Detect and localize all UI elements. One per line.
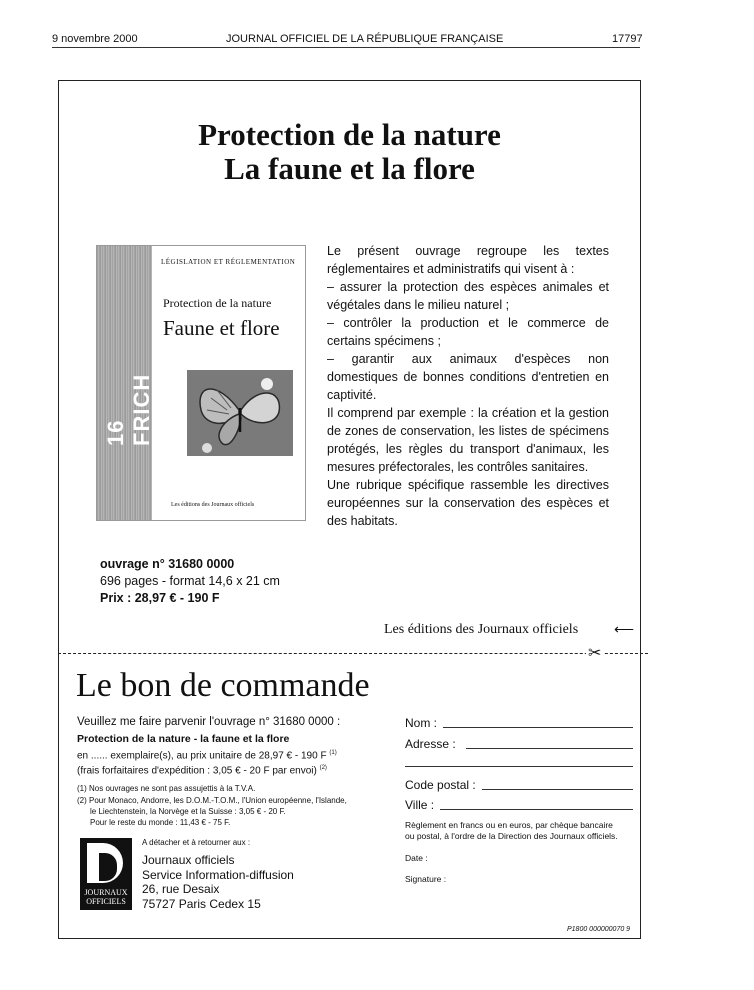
address-line: 75727 Paris Cedex 15 [142,896,261,911]
description-item: – assurer la protection des espèces animales et végétales dans le milieu naturel ; [327,280,609,312]
publisher-signature: Les éditions des Journaux officiels [384,622,579,637]
cover-title-small: Protection de la nature [163,296,272,310]
description-item: – garantir aux animaux d'espèces non domestiques de bonnes conditions d'entretien en captivité. [327,352,609,402]
journaux-officiels-logo [80,838,132,910]
spine-text: 16 FRICH [103,373,154,446]
code-postal-label: Code postal : [405,778,476,792]
order-quantity-text: en ...... exemplaire(s), au prix unitaire de 28,97 € - 190 F [77,750,327,762]
ville-label: Ville : [405,798,435,812]
header-page-number: 17797 [612,33,643,45]
address-line: Journaux officiels [142,853,235,867]
payment-line: ou postal, à l'ordre de la Direction des Journaux officiels. [405,831,618,841]
nom-label: Nom : [405,716,438,730]
adresse-field-line2[interactable] [405,766,633,767]
order-quantity-note: (1) [329,750,337,756]
footnote-shipping-world: Pour le reste du monde : 11,43 € - 75 F. [90,818,231,827]
butterfly-image [187,370,293,456]
order-shipping-line [77,765,327,776]
logo-mark [87,843,123,883]
ville-field[interactable] [440,809,633,810]
description-european: Une rubrique spécifique rassemble les directives européennes sur la conservation des espèces et des habitats. [327,478,609,528]
date-label: Date : [405,853,428,863]
cover-publisher: Les éditions des Journaux officiels [171,502,255,508]
nom-field[interactable] [443,727,633,728]
description-item: – contrôler la production et le commerce de certains spécimens ; [327,316,609,348]
header-date: 9 novembre 2000 [52,33,138,45]
signature-label: Signature : [405,874,447,884]
header-journal-title: JOURNAL OFFICIEL DE LA RÉPUBLIQUE FRANÇAISE [226,33,504,45]
book-format: 696 pages - format 14,6 x 21 cm [100,574,280,588]
book-cover [96,245,306,521]
logo-text-line: OFFICIELS [86,897,126,906]
footnote-shipping: (2) Pour Monaco, Andorre, les D.O.M.-T.O.M., l'Union européenne, l'Islande, [77,796,347,805]
code-postal-field[interactable] [482,789,633,790]
order-book-title: Protection de la nature - la faune et la flore [77,733,290,745]
book-reference-number: ouvrage n° 31680 0000 [100,557,235,571]
title-line2: La faune et la flore [224,151,475,186]
address-line: Service Information-diffusion [142,867,294,882]
arrow-left-icon: ⟵ [614,621,635,637]
address-line: 26, rue Desaix [142,882,220,896]
footnote-vat: (1) Nos ouvrages ne sont pas assujettis à la T.V.A. [77,784,256,793]
order-shipping-text: (frais forfaitaires d'expédition : 3,05 € - 20 F par envoi) [77,765,317,777]
footnote-shipping-cont: le Liechtenstein, la Norvège et la Suisse : 3,05 € - 20 F. [90,807,286,816]
order-quantity-line [77,750,337,761]
adresse-label: Adresse : [405,737,456,751]
scissors-icon: ✂ [588,645,602,662]
payment-line: Règlement en francs ou en euros, par chèque bancaire [405,820,613,830]
order-request: Veuillez me faire parvenir l'ouvrage n° 31680 0000 : [77,716,341,728]
document-code: P1800 000000070 9 [567,926,631,933]
cover-title-large: Faune et flore [163,316,280,340]
detach-instruction: A détacher et à retourner aux : [142,838,251,847]
logo-text-line: JOURNAUX [84,888,128,897]
book-description [327,242,609,530]
book-spine [97,246,152,520]
cover-series: LÉGISLATION ET RÉGLEMENTATION [161,258,296,266]
cut-line [58,653,648,654]
order-form-heading: Le bon de commande [76,667,370,704]
order-shipping-note: (2) [319,765,327,771]
description-intro: Le présent ouvrage regroupe les textes réglementaires et administratifs qui visent à : [327,244,609,276]
book-price: Prix : 28,97 € - 190 F [100,591,220,605]
return-address [142,853,294,911]
payment-instructions [405,820,618,842]
title-line1: Protection de la nature [198,117,501,152]
adresse-field[interactable] [466,748,633,749]
header-rule [52,47,640,48]
description-examples: Il comprend par exemple : la création et la gestion de zones de conservation, les listes de spécimens protégés, les règles du transport d'animaux, les mesures préfectorales, les contrôles sanitaires. [327,406,609,474]
